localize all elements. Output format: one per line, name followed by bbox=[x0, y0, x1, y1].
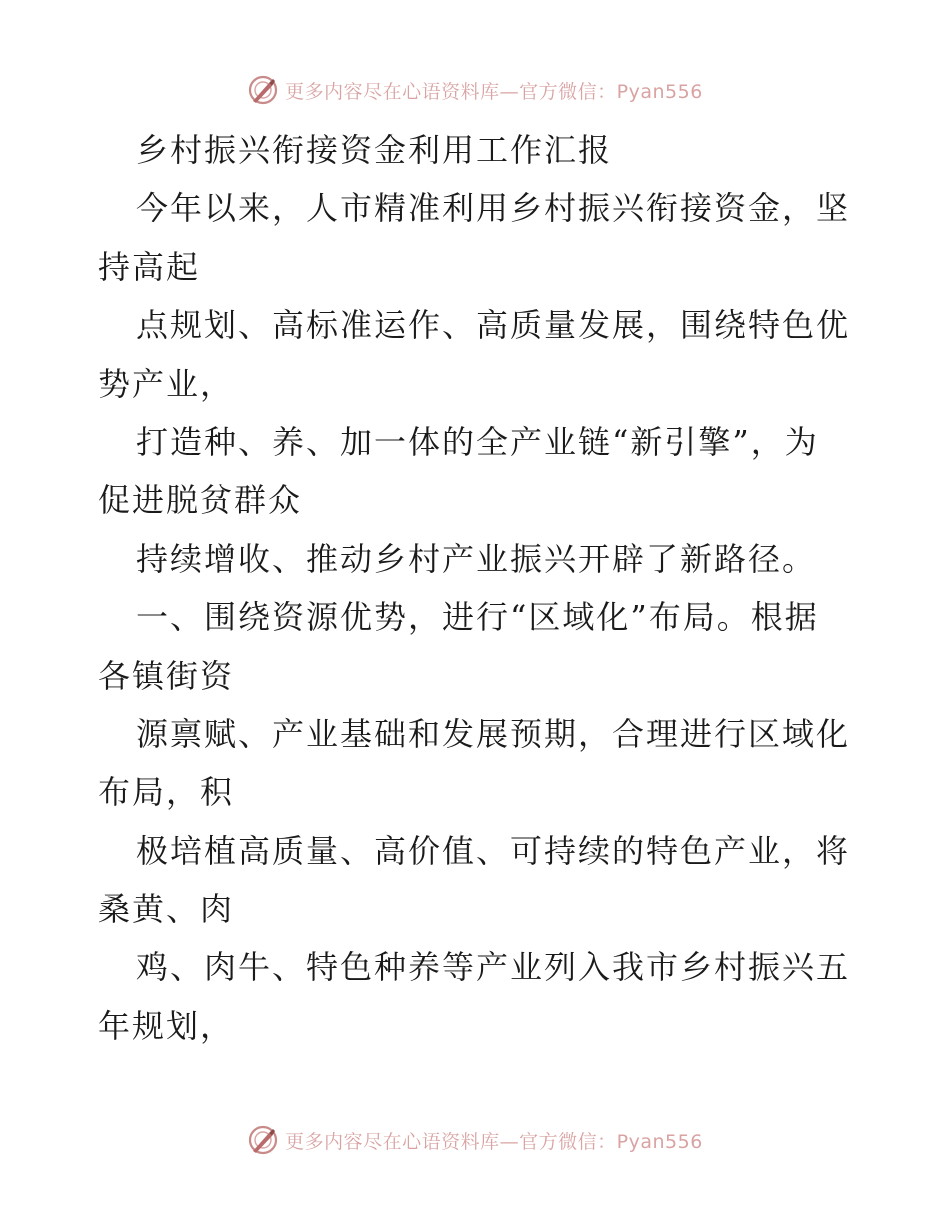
watermark-text bbox=[285, 1127, 703, 1154]
watermark-handle: Pyan556 bbox=[616, 1130, 703, 1153]
document-line: 鸡、肉牛、特色种养等产业列入我市乡村振兴五 bbox=[136, 948, 851, 987]
document-body bbox=[98, 121, 858, 1055]
document-line: 各镇街资 bbox=[98, 656, 235, 695]
pen-logo-icon bbox=[247, 74, 279, 106]
document-line: 布局，积 bbox=[98, 773, 235, 812]
watermark-label: 更多内容尽在心语资料库—官方微信： bbox=[285, 1130, 617, 1153]
document-line: 点规划、高标准运作、高质量发展，围绕特色优 bbox=[136, 306, 851, 345]
watermark-header bbox=[0, 70, 950, 110]
document-line: 一、围绕资源优势，进行“区域化”布局。根据 bbox=[136, 598, 819, 637]
watermark-label: 更多内容尽在心语资料库—官方微信： bbox=[285, 80, 617, 103]
pen-logo-icon bbox=[247, 1124, 279, 1156]
watermark-footer bbox=[0, 1120, 950, 1160]
watermark-text bbox=[285, 77, 703, 104]
document-line: 势产业， bbox=[98, 364, 235, 403]
watermark-handle: Pyan556 bbox=[616, 80, 703, 103]
document-line: 极培植高质量、高价值、可持续的特色产业，将 bbox=[136, 831, 851, 870]
document-line: 促进脱贫群众 bbox=[98, 481, 303, 520]
document-line: 桑黄、肉 bbox=[98, 890, 235, 929]
document-line: 源禀赋、产业基础和发展预期，合理进行区域化 bbox=[136, 714, 851, 753]
document-line: 持续增收、推动乡村产业振兴开辟了新路径。 bbox=[136, 539, 817, 578]
document-line: 年规划， bbox=[98, 1006, 235, 1045]
document-line: 打造种、养、加一体的全产业链“新引擎”，为 bbox=[136, 422, 819, 461]
document-line: 持高起 bbox=[98, 247, 201, 286]
document-line: 乡村振兴衔接资金利用工作汇报 bbox=[136, 131, 613, 169]
document-line: 今年以来，人市精准利用乡村振兴衔接资金，坚 bbox=[136, 189, 851, 228]
